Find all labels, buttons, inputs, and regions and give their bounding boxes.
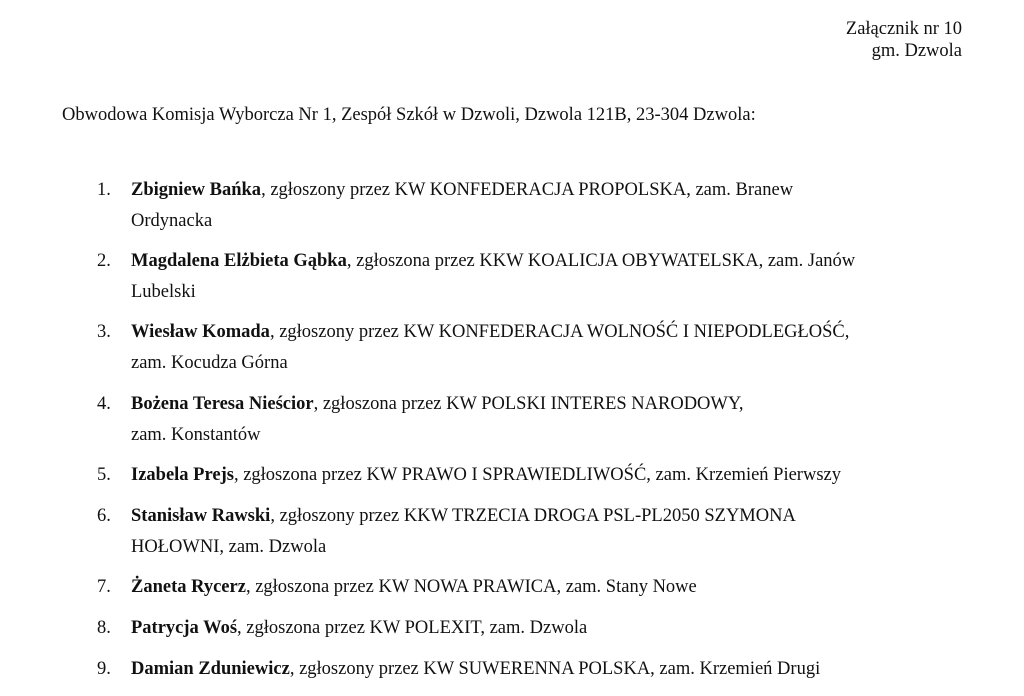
member-details: , zgłoszona przez KKW KOALICJA OBYWATELSKA, zam. Janów xyxy=(346,250,856,271)
item-number: 7. xyxy=(97,577,111,597)
member-details: , zgłoszony przez KW KONFEDERACJA PROPOLSKA, zam. Branew xyxy=(261,179,794,200)
member-details: , zgłoszona przez KW POLEXIT, zam. Dzwola xyxy=(237,617,588,638)
member-details-continued: Ordynacka xyxy=(131,210,213,231)
member-name: Bożena Teresa Nieścior xyxy=(131,393,314,414)
item-text xyxy=(131,389,961,451)
item-text xyxy=(131,317,961,379)
item-text xyxy=(131,654,961,685)
item-text xyxy=(131,613,961,644)
member-details-continued: HOŁOWNI, zam. Dzwola xyxy=(131,536,327,557)
member-name: Magdalena Elżbieta Gąbka xyxy=(131,250,347,271)
item-number: 1. xyxy=(97,180,111,200)
member-details: , zgłoszony przez KKW TRZECIA DROGA PSL-PL2050 SZYMONA xyxy=(270,505,796,526)
item-number: 2. xyxy=(97,251,111,271)
item-text xyxy=(131,572,961,603)
item-number: 8. xyxy=(97,618,111,638)
member-name: Żaneta Rycerz xyxy=(131,576,246,597)
attachment-header xyxy=(846,18,962,62)
item-number: 3. xyxy=(97,322,111,342)
attachment-number: Załącznik nr 10 xyxy=(845,19,962,39)
member-name: Zbigniew Bańka xyxy=(131,179,262,200)
member-name: Patrycja Woś xyxy=(131,617,238,638)
member-details: , zgłoszona przez KW NOWA PRAWICA, zam. Stany Nowe xyxy=(245,576,697,597)
member-details: , zgłoszona przez KW POLSKI INTERES NARODOWY, xyxy=(313,393,744,414)
member-name: Wiesław Komada xyxy=(131,321,270,342)
member-name: Damian Zduniewicz xyxy=(131,658,290,679)
item-text xyxy=(131,246,961,308)
item-number: 6. xyxy=(97,506,111,526)
item-text xyxy=(131,175,961,237)
member-details-continued: zam. Konstantów xyxy=(131,424,261,445)
member-details: , zgłoszony przez KW KONFEDERACJA WOLNOŚĆ I NIEPODLEGŁOŚĆ, xyxy=(269,321,850,342)
item-text xyxy=(131,501,961,563)
municipality-label: gm. Dzwola xyxy=(871,41,962,61)
member-name: Stanisław Rawski xyxy=(131,505,271,526)
member-details: , zgłoszona przez KW PRAWO I SPRAWIEDLIWOŚĆ, zam. Krzemień Pierwszy xyxy=(233,464,841,485)
item-text xyxy=(131,460,961,491)
member-details-continued: Lubelski xyxy=(131,281,196,302)
member-name: Izabela Prejs xyxy=(131,464,234,485)
item-number: 9. xyxy=(97,659,111,679)
item-number: 4. xyxy=(97,394,111,414)
member-details-continued: zam. Kocudza Górna xyxy=(131,352,288,373)
member-details: , zgłoszony przez KW SUWERENNA POLSKA, zam. Krzemień Drugi xyxy=(289,658,821,679)
item-number: 5. xyxy=(97,465,111,485)
commission-title: Obwodowa Komisja Wyborcza Nr 1, Zespół Szkół w Dzwoli, Dzwola 121B, 23-304 Dzwola: xyxy=(62,105,756,125)
